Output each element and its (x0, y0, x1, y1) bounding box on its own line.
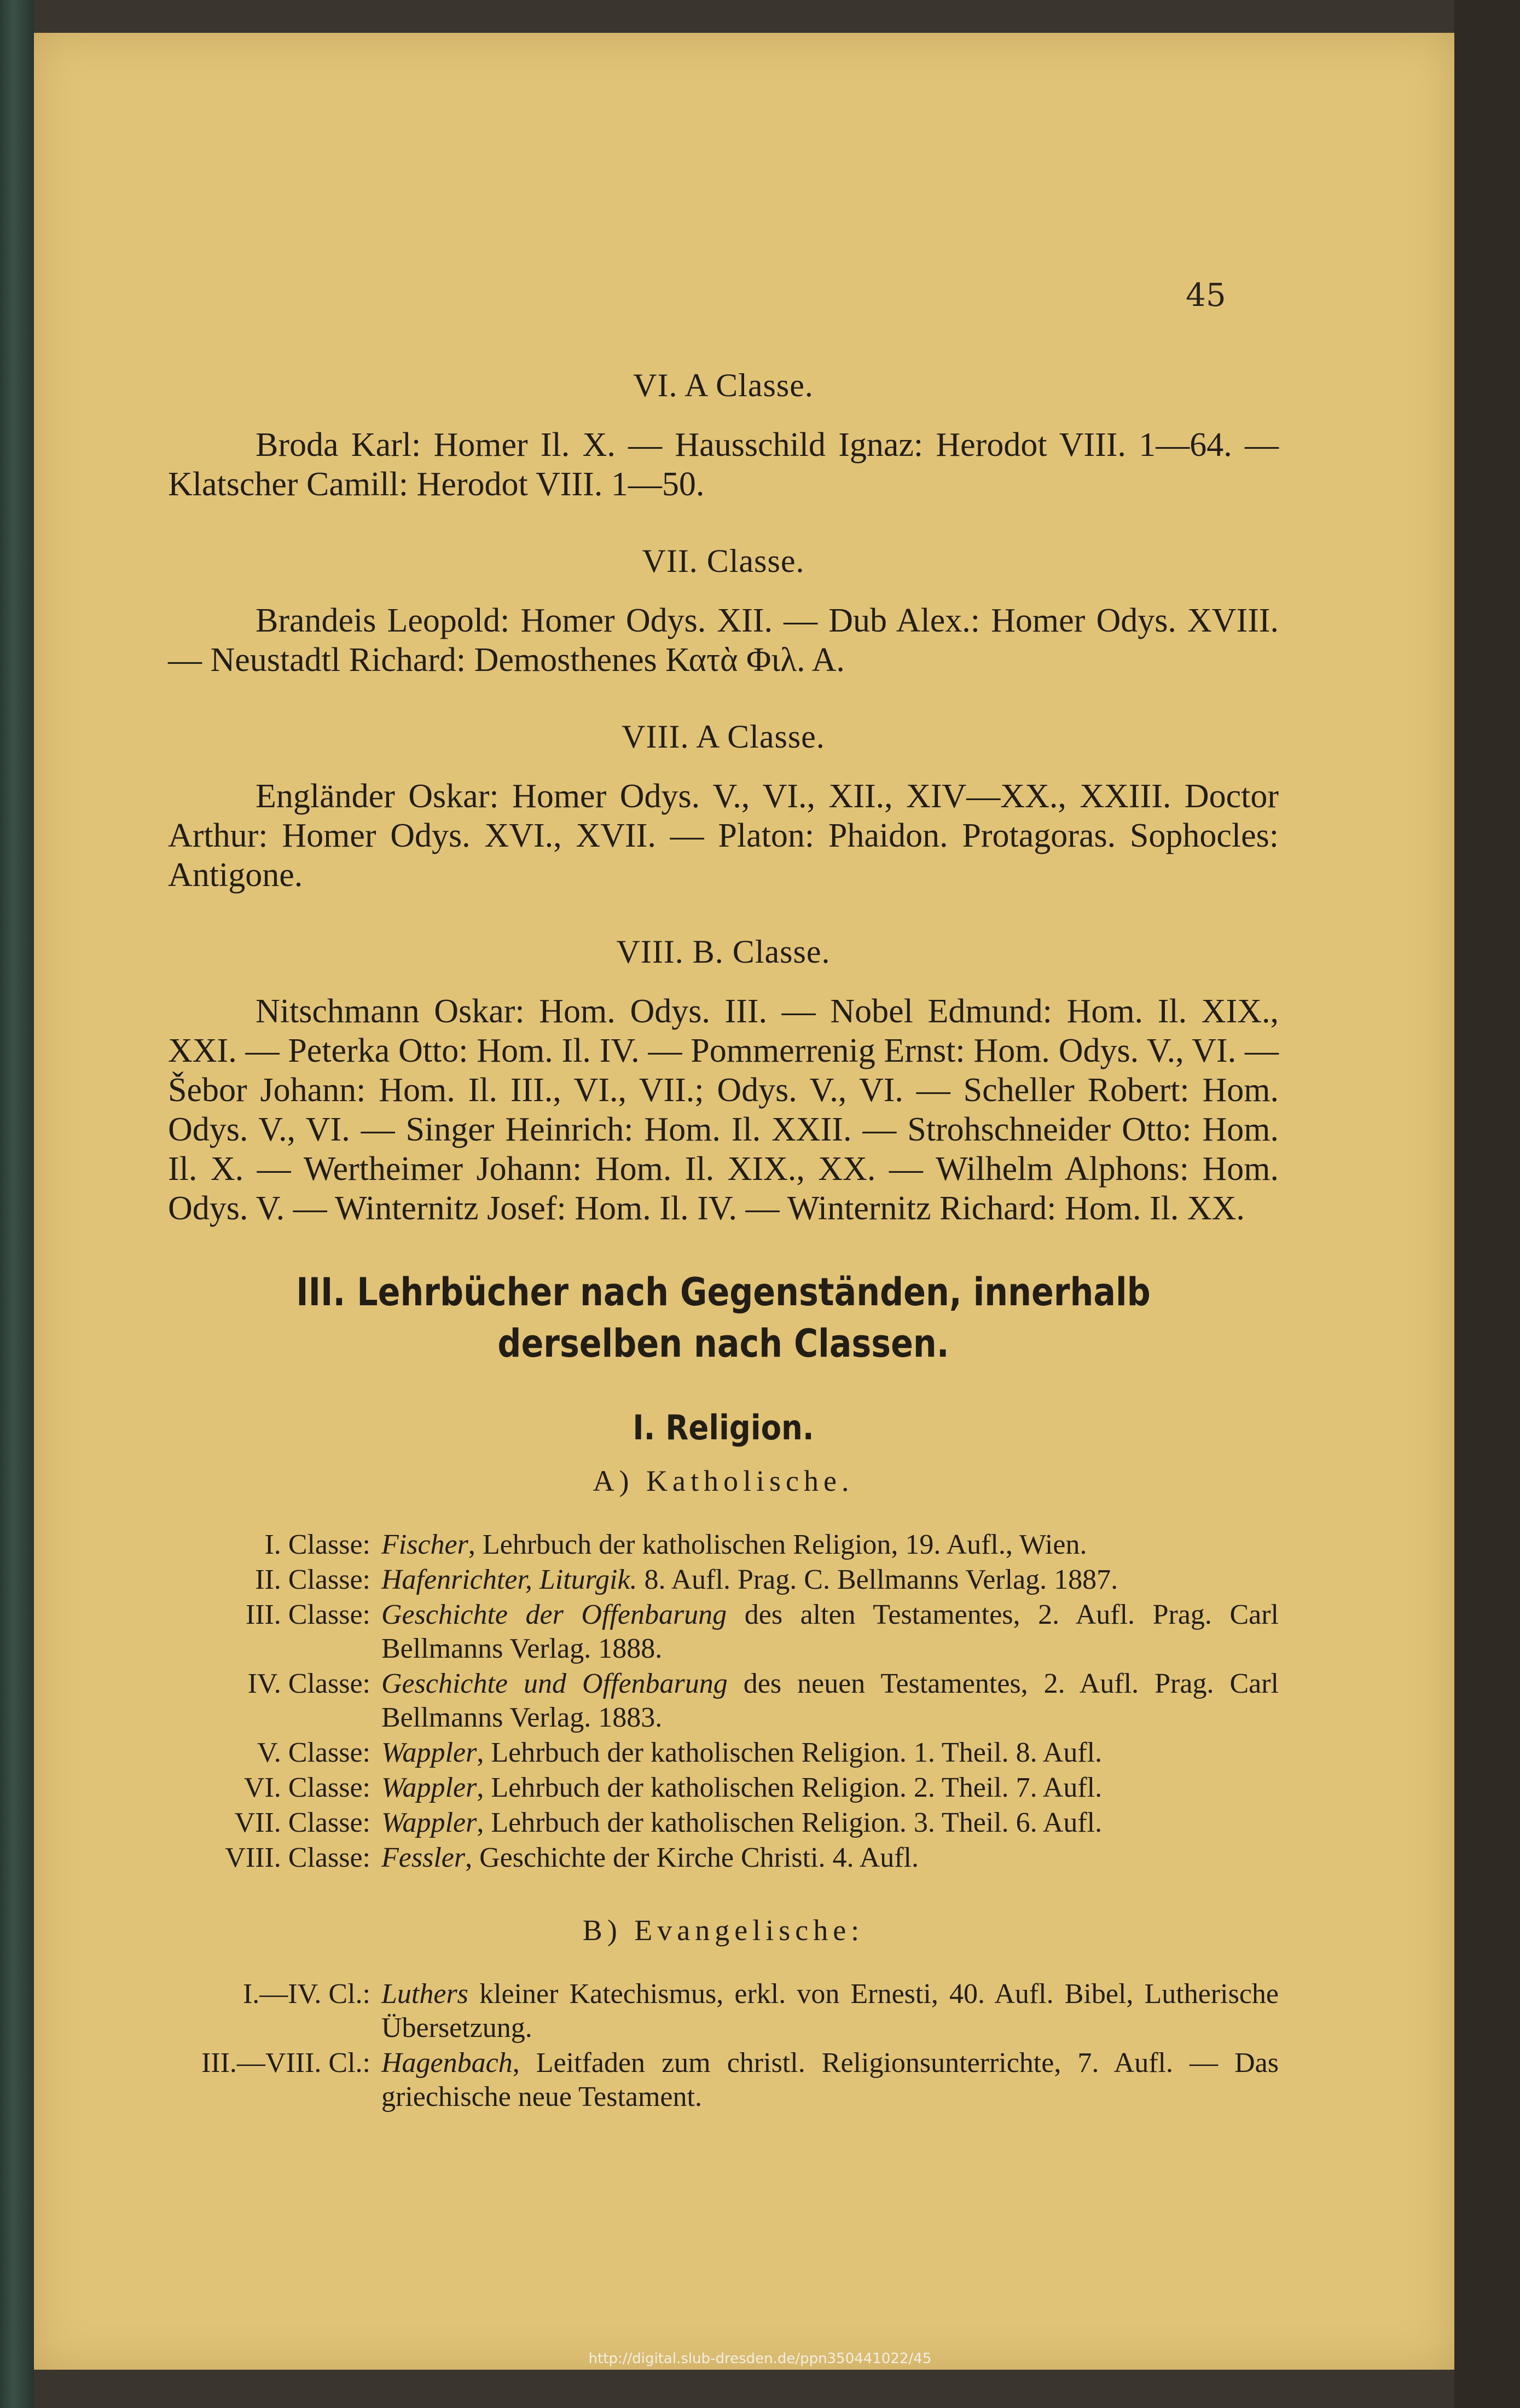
book-row (168, 1667, 1279, 1735)
book-entry (381, 1806, 1279, 1840)
class-heading: VI. A Classe. (633, 367, 814, 403)
subject-heading: I. Religion. (633, 1408, 814, 1448)
class-block-vi-a (168, 367, 1279, 504)
book-details: des neuen Testamentes, 2. Aufl. Prag. Carl Bellmanns Verlag. 1883. (381, 1668, 1279, 1733)
book-row (168, 1528, 1279, 1562)
book-row (168, 1598, 1279, 1666)
class-label: I.—IV. Cl.: (242, 1978, 370, 2010)
book-entry (381, 1598, 1279, 1666)
class-label: VII. Classe: (234, 1807, 370, 1838)
class-label: VI. Classe: (243, 1772, 370, 1803)
book-details: , Lehrbuch der katholischen Religion, 19. Aufl., Wien. (468, 1529, 1087, 1560)
page-content (168, 367, 1279, 2152)
book-binding (0, 0, 34, 2408)
class-paragraph: Nitschmann Oskar: Hom. Odys. III. — Nobel Edmund: Hom. Il. XIX., XXI. — Peterka Otto: Hom. Il. IV. — Pommerrenig Ernst: Hom. Odys. V., VI. — Šebor Johann: Hom. Il. III., VI., VII.; Odys. V., VI. — Scheller Robert: Hom. Odys. V., VI. — Singer Heinrich: Hom. Il. XXII. — Strohschneider Otto: Hom. Il. X. — Wertheimer Johann: Hom. Il. XIX., XX. — Wilhelm Alphons: Hom. Odys. V. — Winternitz Josef: Hom. Il. IV. — Winternitz Richard: Hom. Il. XX. (168, 993, 1279, 1227)
book-author: Wappler (381, 1737, 477, 1768)
footer-source-url[interactable]: http://digital.slub-dresden.de/ppn350441022/45 (588, 2351, 932, 2367)
class-heading: VIII. B. Classe. (616, 934, 831, 970)
class-paragraph: Engländer Oskar: Homer Odys. V., VI., XII., XIV—XX., XXIII. Doctor Arthur: Homer Odys. XVI., XVII. — Platon: Phaidon. Protagoras. Sophocles: Antigone. (168, 778, 1279, 894)
book-details: , Lehrbuch der katholischen Religion. 3. Theil. 6. Aufl. (477, 1807, 1103, 1838)
class-paragraph: Brandeis Leopold: Homer Odys. XII. — Dub Alex.: Homer Odys. XVIII. — Neustadtl Richard: Demosthenes Κατὰ Φιλ. Α. (168, 602, 1279, 679)
book-row (168, 1563, 1279, 1597)
book-entry (381, 1977, 1279, 2045)
class-block-viii-b (168, 933, 1279, 1228)
evangelical-book-list (168, 1977, 1279, 2114)
book-row (168, 1806, 1279, 1840)
page-number: 45 (1186, 276, 1226, 314)
book-author: Geschichte und Offenbarung (381, 1668, 728, 1699)
class-label: II. Classe: (255, 1564, 370, 1595)
book-row (168, 2046, 1279, 2114)
class-label: V. Classe: (257, 1737, 370, 1768)
book-details: des alten Testamentes, 2. Aufl. Prag. Carl Bellmanns Verlag. 1888. (381, 1599, 1279, 1664)
book-page (34, 33, 1454, 2370)
book-entry (381, 1841, 1279, 1875)
book-details: 8. Aufl. Prag. C. Bellmanns Verlag. 1887. (637, 1564, 1118, 1595)
book-details: kleiner Katechismus, erkl. von Ernesti, 40. Aufl. Bibel, Lutherische Übersetzung. (381, 1978, 1279, 2044)
class-block-vii (168, 542, 1279, 680)
book-row (168, 1771, 1279, 1805)
book-author: Geschichte der Offenbarung (381, 1599, 727, 1630)
book-entry (381, 1563, 1279, 1597)
book-details: , Geschichte der Kirche Christi. 4. Aufl. (465, 1842, 919, 1873)
book-author: Luthers (381, 1978, 468, 2010)
class-label: III.—VIII. Cl.: (201, 2047, 370, 2079)
class-block-viii-a (168, 718, 1279, 895)
class-label: VIII. Classe: (225, 1842, 370, 1873)
book-entry (381, 1771, 1279, 1805)
book-entry (381, 1667, 1279, 1735)
book-details: , Lehrbuch der katholischen Religion. 1. Theil. 8. Aufl. (477, 1737, 1103, 1768)
book-author: Fischer (381, 1529, 468, 1560)
book-entry (381, 2046, 1279, 2114)
class-paragraph: Broda Karl: Homer Il. X. — Hausschild Ignaz: Herodot VIII. 1—64. — Klatscher Camill: Herodot VIII. 1—50. (168, 426, 1279, 503)
book-author: Wappler (381, 1807, 477, 1838)
evangelical-heading: B) Evangelische: (582, 1914, 865, 1947)
book-row (168, 1977, 1279, 2045)
book-entry (381, 1736, 1279, 1770)
class-label: IV. Classe: (247, 1668, 370, 1699)
class-heading: VII. Classe. (642, 543, 805, 579)
book-row (168, 1736, 1279, 1770)
book-author: Wappler (381, 1772, 477, 1803)
book-details: , Leitfaden zum christl. Religionsunterrichte, 7. Aufl. — Das griechische neue Testament. (381, 2047, 1279, 2112)
catholic-book-list (168, 1528, 1279, 1875)
page-edge-shadow (1454, 0, 1520, 2408)
book-author: Hafenrichter, Liturgik. (381, 1564, 637, 1595)
book-author: Fessler (381, 1842, 466, 1873)
class-label: III. Classe: (245, 1599, 370, 1630)
class-heading: VIII. A Classe. (622, 719, 825, 755)
section-heading: III. Lehrbücher nach Gegenständen, innerhalb derselben nach Classen. (296, 1270, 1151, 1366)
book-author: Hagenbach (381, 2047, 513, 2079)
book-details: , Lehrbuch der katholischen Religion. 2. Theil. 7. Aufl. (477, 1772, 1103, 1803)
book-entry (381, 1528, 1279, 1562)
book-row (168, 1841, 1279, 1875)
class-label: I. Classe: (264, 1529, 370, 1560)
catholic-heading: A) Katholische. (593, 1465, 854, 1497)
